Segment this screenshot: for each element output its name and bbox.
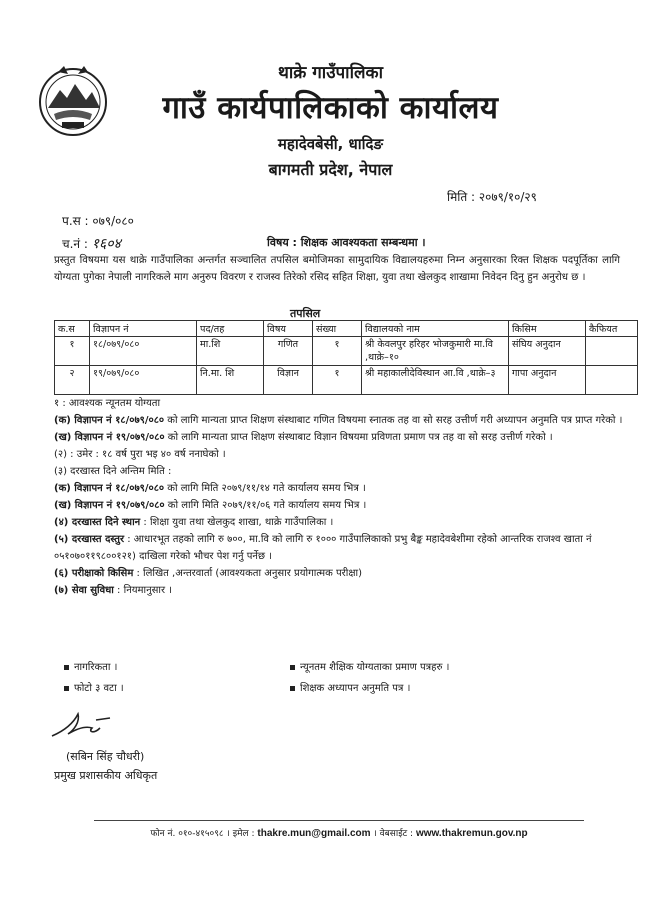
service-facility-text: : नियमानुसार । — [113, 585, 173, 596]
letter-subject: विषय : शिक्षक आवश्यकता सम्बन्धमा । — [267, 236, 426, 249]
dispatch-value: १६०४ — [91, 236, 121, 252]
list-item — [64, 659, 117, 673]
table-cell: श्री महाकालीदेविस्थान आ.वि ,थाक्रे–३ — [362, 366, 509, 395]
list-item — [290, 680, 410, 694]
document-item: नागरिकता । — [74, 662, 118, 673]
table-cell: गापा अनुदान — [509, 366, 586, 395]
municipality-name: थाक्रे गाउँपालिका — [278, 63, 383, 83]
table-cell: १८/०७९/०८० — [90, 337, 197, 366]
table-cell — [586, 366, 638, 395]
service-facility-label: (७) सेवा सुविधा — [54, 585, 114, 596]
table-cell: २ — [55, 366, 90, 395]
table-cell: १९/०७९/०८० — [90, 366, 197, 395]
table-cell: नि.मा. शि — [197, 366, 264, 395]
bullet-icon — [290, 686, 295, 691]
reference-ps: प.स : ०७९/०८० — [62, 214, 134, 228]
qualification-title: १ : आवश्यक न्यूनतम योग्यता — [54, 398, 161, 409]
signatory-title: प्रमुख प्रशासकीय अधिकृत — [54, 769, 158, 782]
intro-paragraph: प्रस्तुत विषयमा यस थाक्रे गाउँपालिका अन्तर्गत सञ्चालित तपसिल बमोजिमका सामुदायिक विद्यालयहरुमा निम्न अनुसारका रिक्त शिक्षक पदपूर्तिका लागि योग्यता पुगेका नेपाली नागरिकले माग अनुरुप विवरण र राजस्व तिरेको रसिद सहित शिक्षा, युवा तथा खेलकुद शाखामा निवेदन दिनु हुन अनुरोध छ । — [54, 255, 620, 283]
list-item — [64, 680, 124, 694]
application-place-label: (४) दरखास्त दिने स्थान — [54, 517, 141, 528]
qualification-a — [54, 412, 629, 429]
footer-website-label: । वेबसाईट : — [373, 829, 414, 839]
table-cell: विज्ञान — [264, 366, 313, 395]
qualification-b-text: को लागि मान्यता प्राप्त शिक्षण संस्थाबाट विज्ञान विषयमा प्रविणता प्रमाण पत्र तह वा सो सरह उत्तीर्ण गरेको । — [164, 432, 553, 443]
col-header-type: किसिम — [509, 321, 586, 337]
vacancy-table — [54, 320, 638, 395]
office-title: गाउँ कार्यपालिकाको कार्यालय — [162, 90, 499, 126]
footer — [94, 826, 584, 839]
table-cell: १ — [313, 337, 362, 366]
age-requirement: (२) : उमेर : १८ वर्ष पुरा भइ ४० वर्ष ननाघेको । — [54, 449, 226, 460]
footer-email-label: इमेल : — [232, 829, 255, 839]
deadline-a-label: (क) विज्ञापन नं १८/०७९/०८० — [54, 483, 165, 494]
deadline-title: (३) दरखास्त दिने अन्तिम मिति : — [54, 466, 172, 477]
table-caption: तपसिल — [290, 307, 321, 320]
application-place — [54, 514, 629, 531]
col-header-subject: विषय — [264, 321, 313, 337]
qualification-a-label: (क) विज्ञापन नं १८/०७९/०८० — [54, 415, 165, 426]
footer-divider — [94, 820, 584, 821]
application-fee-text: : आधारभूत तहको लागि रु ७००, मा.वि को लागि रु १००० गाउँपालिकाको प्रभु बैङ्क महादेवबेशीमा रहेको आन्तरिक राजश्व खाता नं ०५१०७०११९८००१२१) दाखिला गरेको भौचर पेश गर्नु पर्नेछ । — [54, 534, 592, 562]
service-facility — [54, 582, 629, 599]
dispatch-label: च.नं : — [62, 237, 88, 251]
application-fee — [54, 531, 629, 565]
exam-type-text: : लिखित ,अन्तरवार्ता (आवश्यकता अनुसार प्रयोगात्मक परीक्षा) — [133, 568, 363, 579]
col-header-remarks: कैफियत — [586, 321, 638, 337]
table-header-row — [55, 321, 638, 337]
requirements-section — [54, 395, 629, 599]
deadline-a — [54, 480, 629, 497]
signature-icon — [48, 708, 118, 742]
letter-date: मिति : २०७९/१०/२९ — [447, 190, 537, 204]
table-cell: श्री केवलपुर हरिहर भोजकुमारी मा.वि ,थाक्रे–१० — [362, 337, 509, 366]
table-cell: १ — [313, 366, 362, 395]
province-name: बागमती प्रदेश, नेपाल — [268, 160, 393, 179]
col-header-school: विद्यालयको नाम — [362, 321, 509, 337]
deadline-a-text: को लागि मिति २०७९/११/१४ गते कार्यालय समय भित्र । — [164, 483, 366, 494]
qualification-a-text: को लागि मान्यता प्राप्त शिक्षण संस्थाबाट गणित विषयमा स्नातक तह वा सो सरह उत्तीर्ण गरी अध्यापन अनुमति पत्र प्राप्त गरेको । — [164, 415, 623, 426]
qualification-b-label: (ख) विज्ञापन नं १९/०७९/०८० — [54, 432, 165, 443]
bullet-icon — [64, 686, 69, 691]
application-fee-label: (५) दरखास्त दस्तुर — [54, 534, 125, 545]
list-item — [290, 659, 449, 673]
deadline-b-label: (ख) विज्ञापन नं १९/०७९/०८० — [54, 500, 165, 511]
bullet-icon — [64, 665, 69, 670]
table-cell: गणित — [264, 337, 313, 366]
col-header-sn: क.स — [55, 321, 90, 337]
footer-website-link[interactable]: www.thakremun.gov.np — [415, 828, 528, 839]
footer-email-link[interactable]: thakre.mun@gmail.com — [257, 828, 371, 839]
table-cell — [586, 337, 638, 366]
col-header-count: संख्या — [313, 321, 362, 337]
table-cell: मा.शि — [197, 337, 264, 366]
application-place-text: : शिक्षा युवा तथा खेलकुद शाखा, थाक्रे गाउँपालिका । — [140, 517, 334, 528]
deadline-b — [54, 497, 629, 514]
document-item: न्यूनतम शैक्षिक योग्यताका प्रमाण पत्रहरु । — [300, 662, 450, 673]
footer-phone: फोन नं. ०१०-४१५०९८ । — [150, 829, 230, 839]
deadline-b-text: को लागि मिति २०७९/११/०६ गते कार्यालय समय भित्र । — [164, 500, 367, 511]
col-header-ad-no: विज्ञापन नं — [90, 321, 197, 337]
exam-type-label: (६) परीक्षाको किसिम — [54, 568, 134, 579]
document-item: फोटो ३ वटा । — [74, 683, 124, 694]
table-cell: संघिय अनुदान — [509, 337, 586, 366]
table-cell: १ — [55, 337, 90, 366]
signatory-name: (सबिन सिंह चौधरी) — [66, 750, 145, 763]
table-row — [55, 366, 638, 395]
table-row — [55, 337, 638, 366]
dispatch-number — [62, 234, 121, 253]
col-header-post: पद/तह — [197, 321, 264, 337]
exam-type — [54, 565, 629, 582]
document-item: शिक्षक अध्यापन अनुमति पत्र । — [300, 683, 411, 694]
office-location: महादेवबेसी, धादिङ — [277, 135, 384, 153]
qualification-b — [54, 429, 629, 446]
bullet-icon — [290, 665, 295, 670]
